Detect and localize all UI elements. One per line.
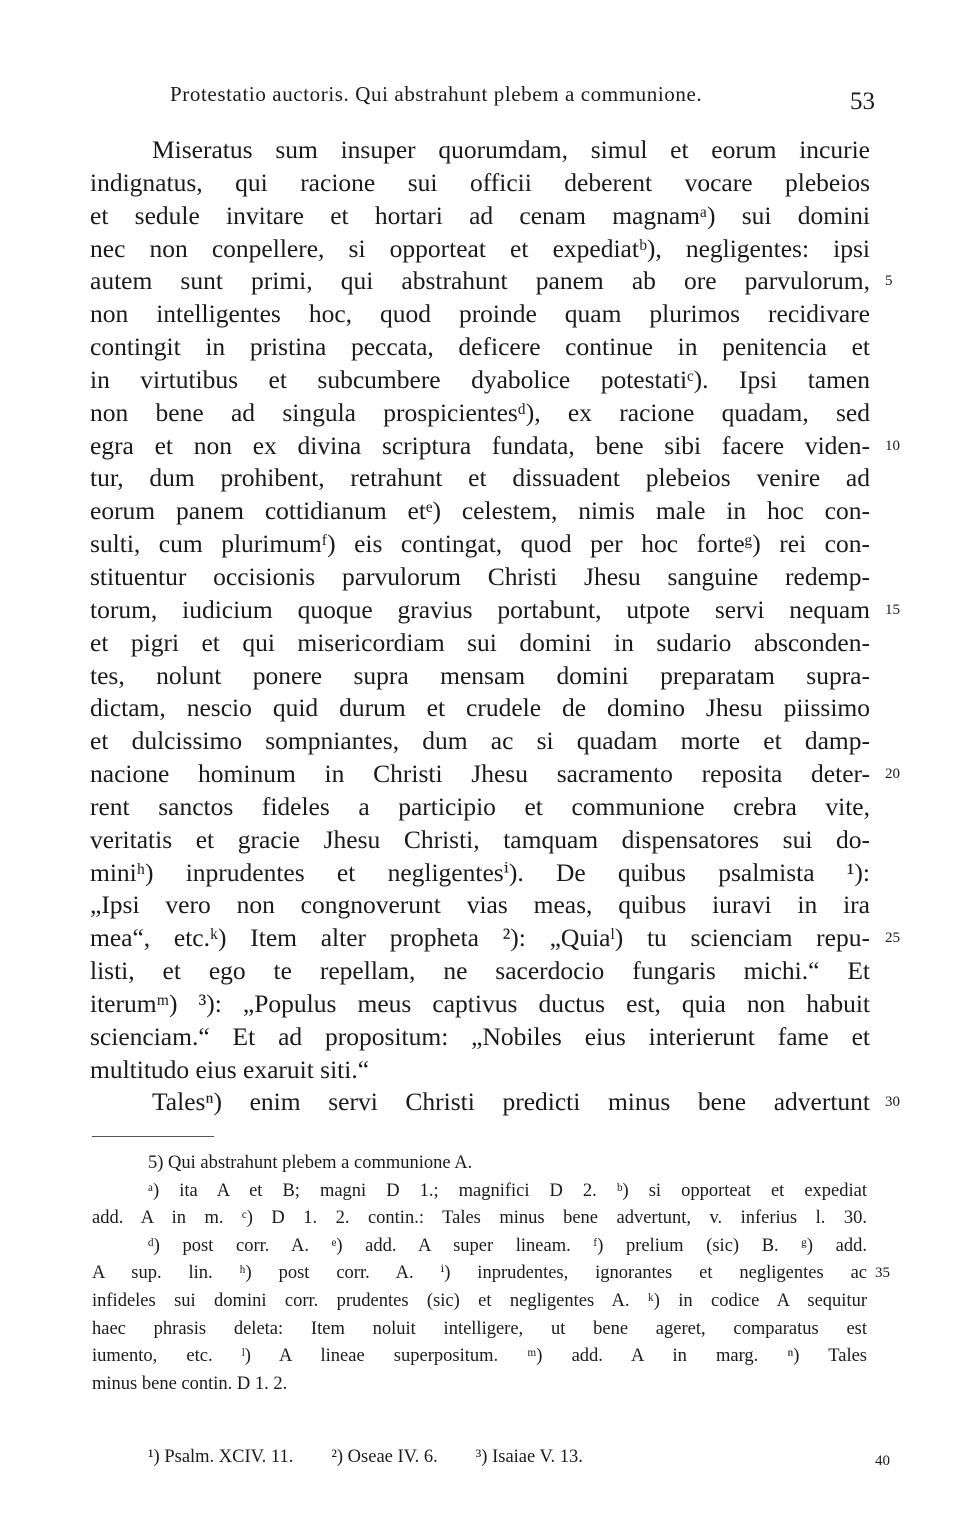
text-line-text: eorum panem cottidianum etᵉ) celestem, nimis male in hoc con- [90, 496, 870, 526]
text-line-text: Talesⁿ) enim servi Christi predicti minus bene advertunt [152, 1087, 870, 1117]
text-line [90, 364, 870, 397]
text-line-text: non bene ad singula prospicientesᵈ), ex racione quadam, sed [90, 397, 870, 427]
text-line [90, 430, 900, 463]
running-header [170, 82, 875, 122]
scripture-reference: ¹) Psalm. XCIV. 11. [148, 1447, 294, 1467]
text-line-text: nacione hominum in Christi Jhesu sacramento reposita deter- [90, 759, 870, 789]
text-line [90, 627, 870, 660]
line-number: 40 [875, 1453, 890, 1469]
footnote-line-text: 5) Qui abstrahunt plebem a communione A. [148, 1153, 473, 1173]
footnote-line [92, 1288, 867, 1316]
text-line-text: egra et non ex divina scriptura fundata, bene sibi facere viden- [90, 430, 870, 460]
text-line-text: „Ipsi vero non congnoverunt vias meas, quibus iuravi in ira [90, 890, 870, 920]
text-line-text: iterumᵐ) ³): „Populus meus captivus ductus est, quia non habuit [90, 988, 870, 1018]
text-line [90, 824, 870, 857]
text-line [90, 495, 870, 528]
text-line-text: et sedule invitare et hortari ad cenam magnamᵃ) sui domini [90, 200, 870, 230]
text-line [90, 298, 870, 331]
page-number: 53 [850, 88, 875, 115]
text-line-text: sulti, cum plurimumᶠ) eis contingat, quod per hoc forteᵍ) rei con- [90, 529, 870, 559]
scripture-reference: ³) Isaiae V. 13. [475, 1447, 583, 1467]
text-line-text: et pigri et qui misericordiam sui domini in sudario absconden- [90, 627, 870, 657]
text-line [90, 167, 870, 200]
text-line-text: tes, nolunt ponere supra mensam domini preparatam supra- [90, 660, 870, 690]
footnote-line [92, 1260, 890, 1288]
text-line [90, 988, 870, 1021]
footnote-line [92, 1233, 867, 1261]
text-line-text: rent sanctos fideles a participio et communione crebra vite, [90, 791, 870, 821]
text-line [90, 857, 870, 890]
text-line-text: veritatis et gracie Jhesu Christi, tamquam dispensatores sui do- [90, 824, 870, 854]
footnote-rule [92, 1136, 214, 1137]
footnote-line [92, 1343, 867, 1371]
text-line-text: dictam, nescio quid durum et crudele de domino Jhesu piissimo [90, 693, 870, 723]
line-number: 20 [885, 766, 900, 783]
footnote-line [92, 1178, 867, 1206]
text-line-text: non intelligentes hoc, quod proinde quam plurimos recidivare [90, 299, 870, 329]
footnote-line-text: minus bene contin. D 1. 2. [92, 1373, 288, 1394]
text-line [90, 265, 893, 298]
line-number: 25 [885, 930, 900, 947]
footnote-line-text: add. A in m. ᶜ) D 1. 2. contin.: Tales minus bene advertunt, v. inferius l. 30. [92, 1208, 867, 1229]
text-line [90, 594, 900, 627]
text-line-text: miniʰ) inprudentes et negligentesⁱ). De quibus psalmista ¹): [90, 857, 870, 887]
text-line [90, 791, 870, 824]
text-line-text: autem sunt primi, qui abstrahunt panem ab ore parvulorum, [90, 266, 870, 296]
text-line [90, 233, 870, 266]
text-line [90, 692, 870, 725]
text-line-text: mea“, etc.ᵏ) Item alter propheta ²): „Quiaˡ) tu scienciam repu- [90, 923, 870, 953]
footnote-line [92, 1150, 867, 1178]
text-line-text: listi, et ego te repellam, ne sacerdocio fungaris michi.“ Et [90, 956, 870, 986]
text-line-text: in virtutibus et subcumbere dyabolice potestatiᶜ). Ipsi tamen [90, 364, 870, 394]
text-line [90, 528, 870, 561]
text-line-text: nec non conpellere, si opporteat et expediatᵇ), negligentes: ipsi [90, 233, 870, 263]
line-number: 15 [885, 601, 900, 618]
text-line [90, 200, 870, 233]
footnotes [92, 1150, 890, 1398]
text-line [90, 758, 900, 791]
text-line [90, 462, 870, 495]
main-text [90, 134, 900, 1119]
line-number: 30 [885, 1094, 900, 1111]
text-line [90, 660, 870, 693]
scripture-reference: ²) Oseae IV. 6. [331, 1447, 438, 1467]
footnote-line [92, 1316, 867, 1344]
text-line [90, 397, 870, 430]
footnote-line-text: iumento, etc. ˡ) A lineae superpositum. ᵐ) add. A in marg. ⁿ) Tales [92, 1346, 867, 1367]
footnote-line-text: haec phrasis deleta: Item noluit intelligere, ut bene ageret, comparatus est [92, 1318, 867, 1339]
running-title: Protestatio auctoris. Qui abstrahunt plebem a communione. [170, 82, 703, 106]
footnote-line [92, 1371, 867, 1399]
footnote-line-text: ᵃ) ita A et B; magni D 1.; magnifici D 2. ᵇ) si opporteat et expediat [148, 1180, 867, 1201]
scripture-references [148, 1447, 788, 1468]
text-line [90, 1054, 870, 1087]
line-number: 35 [875, 1265, 890, 1282]
text-line [90, 1086, 900, 1119]
text-line [90, 331, 870, 364]
text-line-text: tur, dum prohibent, retrahunt et dissuadent plebeios venire ad [90, 463, 870, 493]
footnote-line-text: infideles sui domini corr. prudentes (sic) et negligentes A. ᵏ) in codice A sequitur [92, 1290, 867, 1311]
text-line [90, 889, 870, 922]
text-line-text: scienciam.“ Et ad propositum: „Nobiles eius interierunt fame et [90, 1021, 870, 1051]
footnote-line [92, 1205, 867, 1233]
text-line [90, 561, 870, 594]
footnote-line-text: ᵈ) post corr. A. ᵉ) add. A super lineam. ᶠ) prelium (sic) B. ᵍ) add. [148, 1235, 867, 1256]
line-number: 10 [885, 437, 900, 454]
text-line-text: et dulcissimo sompniantes, dum ac si quadam morte et damp- [90, 726, 870, 756]
text-line-text: Miseratus sum insuper quorumdam, simul et eorum incurie [152, 135, 870, 164]
text-line-text: contingit in pristina peccata, deficere continue in penitencia et [90, 332, 870, 362]
text-line-text: multitudo eius exaruit siti.“ [90, 1054, 370, 1084]
text-line [90, 725, 870, 758]
text-line-text: stituentur occisionis parvulorum Christi Jhesu sanguine redemp- [90, 561, 870, 591]
text-line [90, 955, 870, 988]
text-line-text: indignatus, qui racione sui officii deberent vocare plebeios [90, 167, 870, 197]
text-line [90, 134, 870, 167]
text-line [90, 1021, 870, 1054]
line-number: 5 [885, 273, 893, 290]
text-line [90, 922, 900, 955]
footnote-line-text: A sup. lin. ʰ) post corr. A. ⁱ) inprudentes, ignorantes et negligentes ac [92, 1263, 867, 1284]
text-line-text: torum, iudicium quoque gravius portabunt, utpote servi nequam [90, 594, 870, 624]
